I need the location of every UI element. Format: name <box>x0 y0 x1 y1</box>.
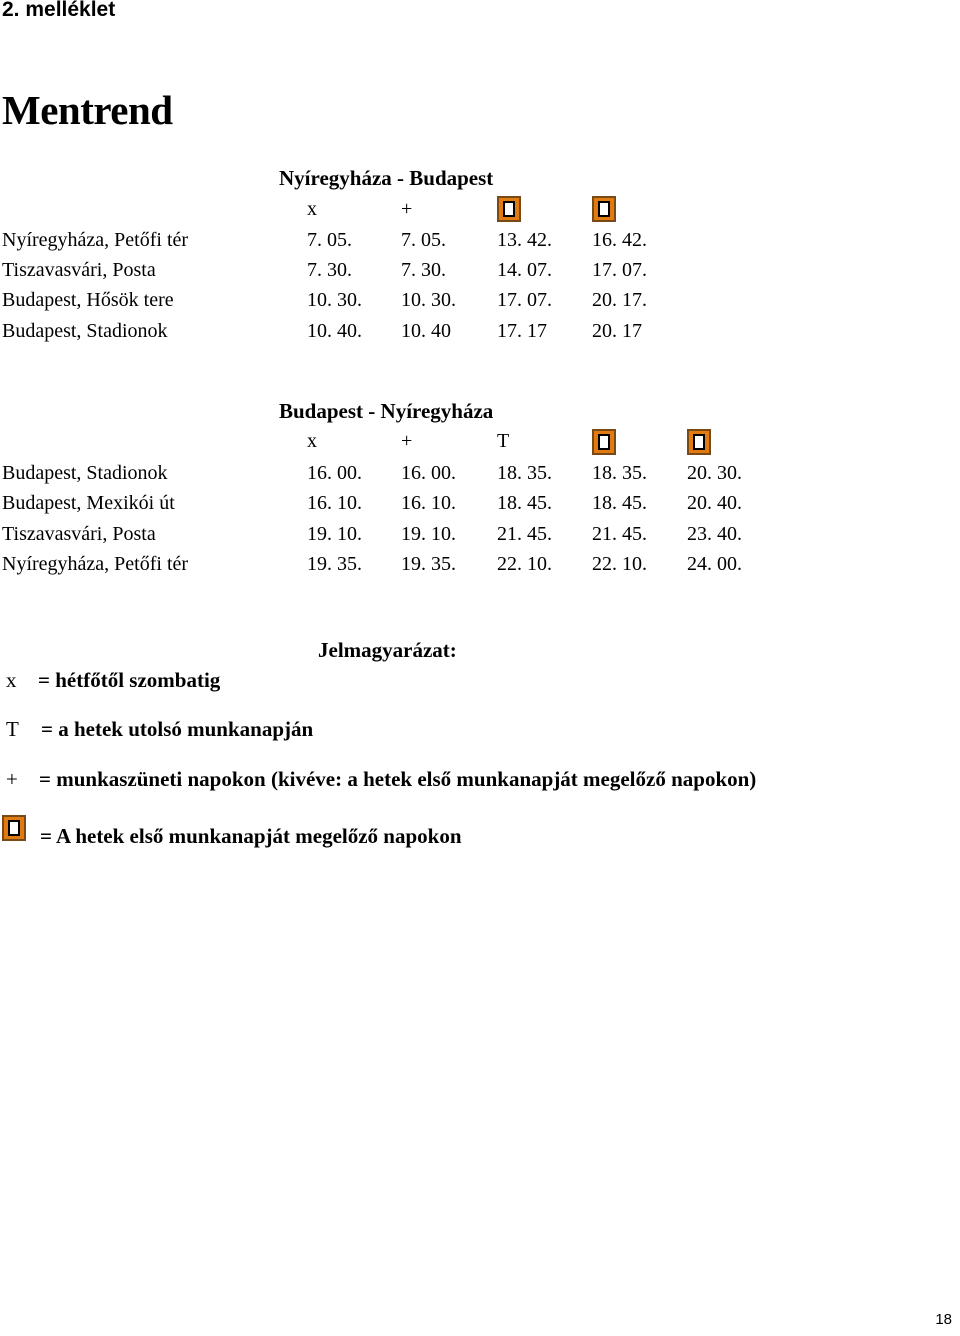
table1-time: 7. 30. <box>401 259 446 281</box>
table1-time: 16. 42. <box>592 229 647 251</box>
table1-header-plus: + <box>401 198 413 220</box>
table1-time: 10. 40. <box>307 320 362 342</box>
table1-stop: Budapest, Hősök tere <box>2 289 174 311</box>
legend-text: = a hetek utolsó munkanapján <box>41 717 314 741</box>
table2-time: 22. 10. <box>592 553 647 575</box>
table2-time: 16. 00. <box>401 462 456 484</box>
table2-time: 18. 45. <box>497 492 552 514</box>
legend-text: = A hetek első munkanapját megelőző napokon <box>40 824 462 848</box>
legend-title: Jelmagyarázat: <box>318 638 457 662</box>
legend-symbol: x <box>6 668 17 692</box>
table2-time: 19. 10. <box>307 523 362 545</box>
table2-time: 18. 45. <box>592 492 647 514</box>
table2-time: 16. 10. <box>401 492 456 514</box>
table1-time: 10. 40 <box>401 320 451 342</box>
table2-header-x: x <box>307 430 317 452</box>
table1-time: 10. 30. <box>401 289 456 311</box>
table2-header-plus: + <box>401 430 413 452</box>
table2-header-t: T <box>497 430 510 452</box>
table2-stop: Nyíregyháza, Petőfi tér <box>2 553 189 575</box>
table2-time: 20. 40. <box>687 492 742 514</box>
table1-stop: Budapest, Stadionok <box>2 320 168 342</box>
table2-header-special-day-icon <box>592 429 616 455</box>
page-number: 18 <box>935 1311 952 1328</box>
table2-time: 21. 45. <box>592 523 647 545</box>
table2-time: 19. 35. <box>307 553 362 575</box>
table1-time: 20. 17 <box>592 320 642 342</box>
table2-time: 23. 40. <box>687 523 742 545</box>
table1-time: 10. 30. <box>307 289 362 311</box>
table1-time: 7. 05. <box>307 229 352 251</box>
table1-time: 20. 17. <box>592 289 647 311</box>
table1-stop: Tiszavasvári, Posta <box>2 259 156 281</box>
annex-label: 2. melléklet <box>2 0 116 21</box>
table2-time: 21. 45. <box>497 523 552 545</box>
legend-text: = hétfőtől szombatig <box>38 668 221 692</box>
table2-time: 18. 35. <box>497 462 552 484</box>
table2-time: 20. 30. <box>687 462 742 484</box>
table1-header-special-day-icon <box>497 196 521 222</box>
table2-time: 18. 35. <box>592 462 647 484</box>
table1-time: 17. 17 <box>497 320 547 342</box>
legend-special-day-icon <box>2 815 26 841</box>
legend-text: = munkaszüneti napokon (kivéve: a hetek első munkanapját megelőző napokon) <box>39 767 757 791</box>
table1-time: 7. 30. <box>307 259 352 281</box>
table2-heading: Budapest - Nyíregyháza <box>279 399 494 423</box>
legend-symbol: + <box>6 767 18 791</box>
table1-header-x: x <box>307 198 317 220</box>
page-title: Mentrend <box>2 87 173 133</box>
table2-time: 19. 10. <box>401 523 456 545</box>
table2-time: 16. 00. <box>307 462 362 484</box>
table2-stop: Budapest, Mexikói út <box>2 492 175 514</box>
table1-time: 7. 05. <box>401 229 446 251</box>
table1-time: 14. 07. <box>497 259 552 281</box>
table1-header-special-day-icon-2 <box>592 196 616 222</box>
table1-time: 13. 42. <box>497 229 552 251</box>
table2-stop: Tiszavasvári, Posta <box>2 523 156 545</box>
table2-time: 22. 10. <box>497 553 552 575</box>
legend-symbol: T <box>6 717 19 741</box>
table2-time: 24. 00. <box>687 553 742 575</box>
table2-stop: Budapest, Stadionok <box>2 462 168 484</box>
table2-header-special-day-icon-2 <box>687 429 711 455</box>
table1-heading: Nyíregyháza - Budapest <box>279 166 494 190</box>
table2-time: 19. 35. <box>401 553 456 575</box>
table1-time: 17. 07. <box>592 259 647 281</box>
table2-time: 16. 10. <box>307 492 362 514</box>
table1-time: 17. 07. <box>497 289 552 311</box>
table1-stop: Nyíregyháza, Petőfi tér <box>2 229 189 251</box>
